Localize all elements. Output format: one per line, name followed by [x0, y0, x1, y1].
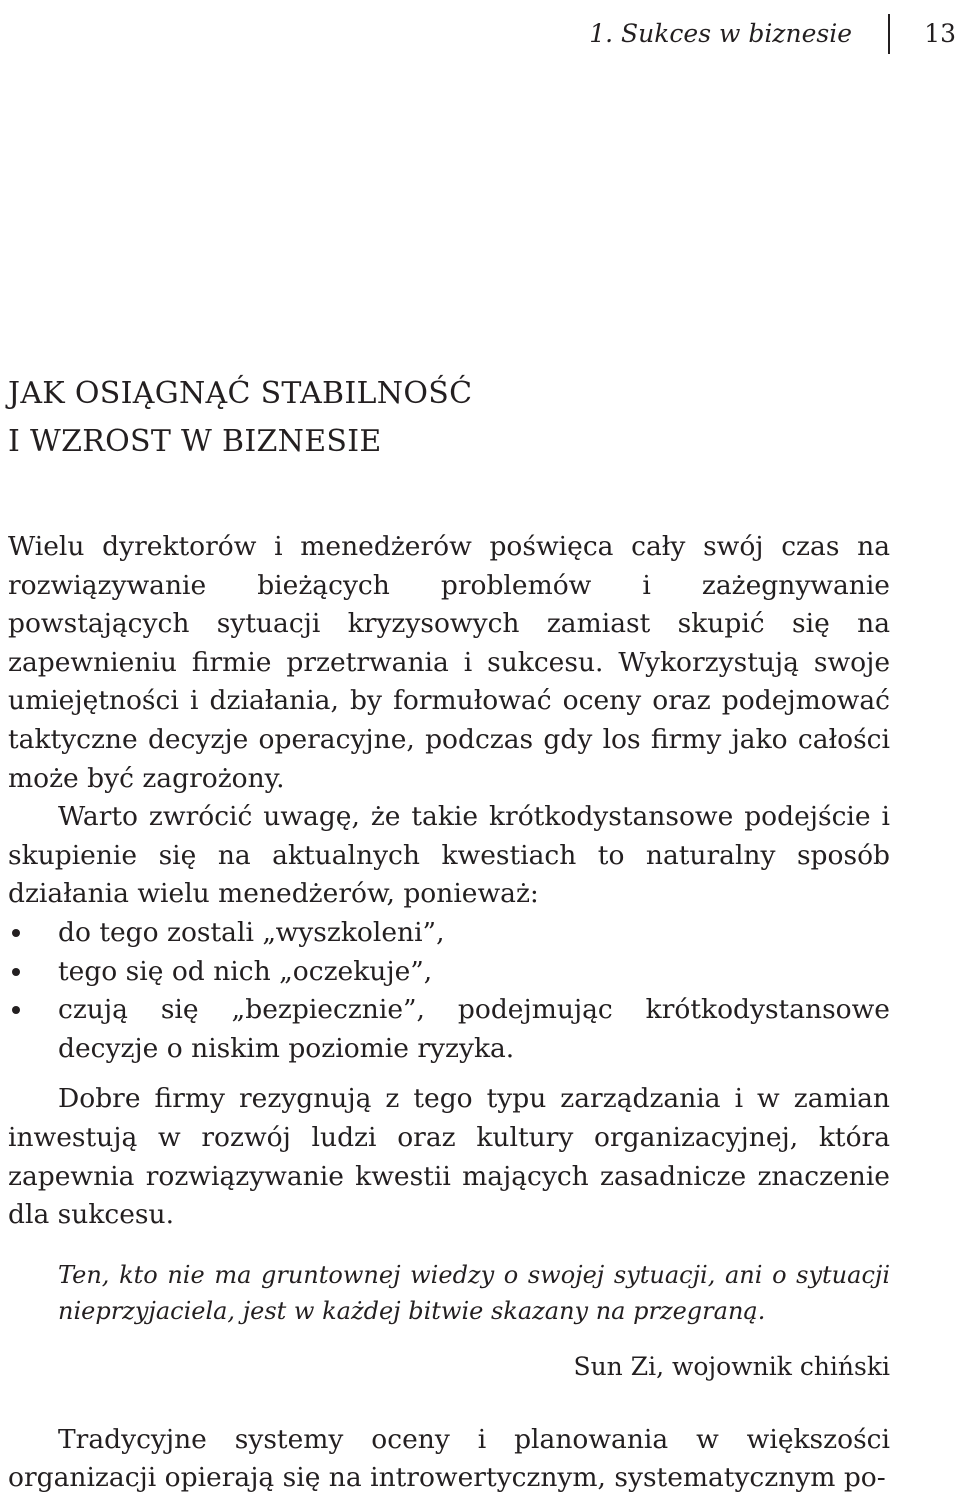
list-item	[8, 991, 890, 1068]
list-item-text: tego się od nich „oczekuje”,	[58, 955, 433, 987]
page-number: 13	[924, 19, 956, 48]
paragraph-1: Wielu dyrektorów i menedżerów poświęca cały swój czas na rozwiązywanie bieżących problemów i zażegnywanie powstających sytuacji kryzysowych zamiast skupić się na zapewnieniu firmie przetrwania i sukcesu. Wykorzystują swoje umiejętności i działania, by formułować oceny oraz podejmować taktyczne decyzje operacyjne, podczas gdy los firmy jako całości może być zagrożony.	[8, 531, 890, 794]
section-heading-line-2: I WZROST W BIZNESIE	[8, 424, 382, 459]
quote-attribution: Sun Zi, wojownik chiński	[573, 1351, 890, 1381]
section-heading-line-1: JAK OSIĄGNĄĆ STABILNOŚĆ	[8, 376, 473, 411]
bullet-icon	[12, 1006, 20, 1014]
paragraph-4: Tradycyjne systemy oceny i planowania w większości organizacji opierają się na introwertycznym, systematycznym po-	[8, 1423, 890, 1494]
paragraph-3: Dobre firmy rezygnują z tego typu zarządzania i w zamian inwestują w rozwój ludzi oraz kultury organizacyjnej, która zapewnia rozwiązywanie kwestii mających zasadnicze znaczenie dla sukcesu.	[8, 1083, 890, 1231]
bullet-list	[8, 914, 890, 1068]
chapter-title: 1. Sukces w biznesie	[589, 19, 852, 48]
bullet-icon	[12, 968, 20, 976]
list-item	[8, 914, 890, 953]
list-item-text: do tego zostali „wyszkoleni”,	[58, 916, 445, 948]
header-divider	[888, 14, 890, 54]
list-item-text: czują się „bezpiecznie”, podejmując krótkodystansowe decyzje o niskim poziomie ryzyka.	[58, 994, 890, 1064]
list-item	[8, 953, 890, 992]
epigraph-quote: Ten, kto nie ma gruntownej wiedzy o swojej sytuacji, ani o sytuacji nieprzyjaciela, jest w każdej bitwie skazany na przegraną.	[58, 1260, 890, 1325]
bullet-icon	[12, 929, 20, 937]
running-header	[560, 14, 960, 54]
section-heading	[8, 370, 890, 466]
paragraph-2: Warto zwrócić uwagę, że takie krótkodystansowe podejście i skupienie się na aktualnych kwestiach to naturalny sposób działania wielu menedżerów, ponieważ:	[8, 801, 890, 910]
page-body	[8, 370, 890, 1498]
